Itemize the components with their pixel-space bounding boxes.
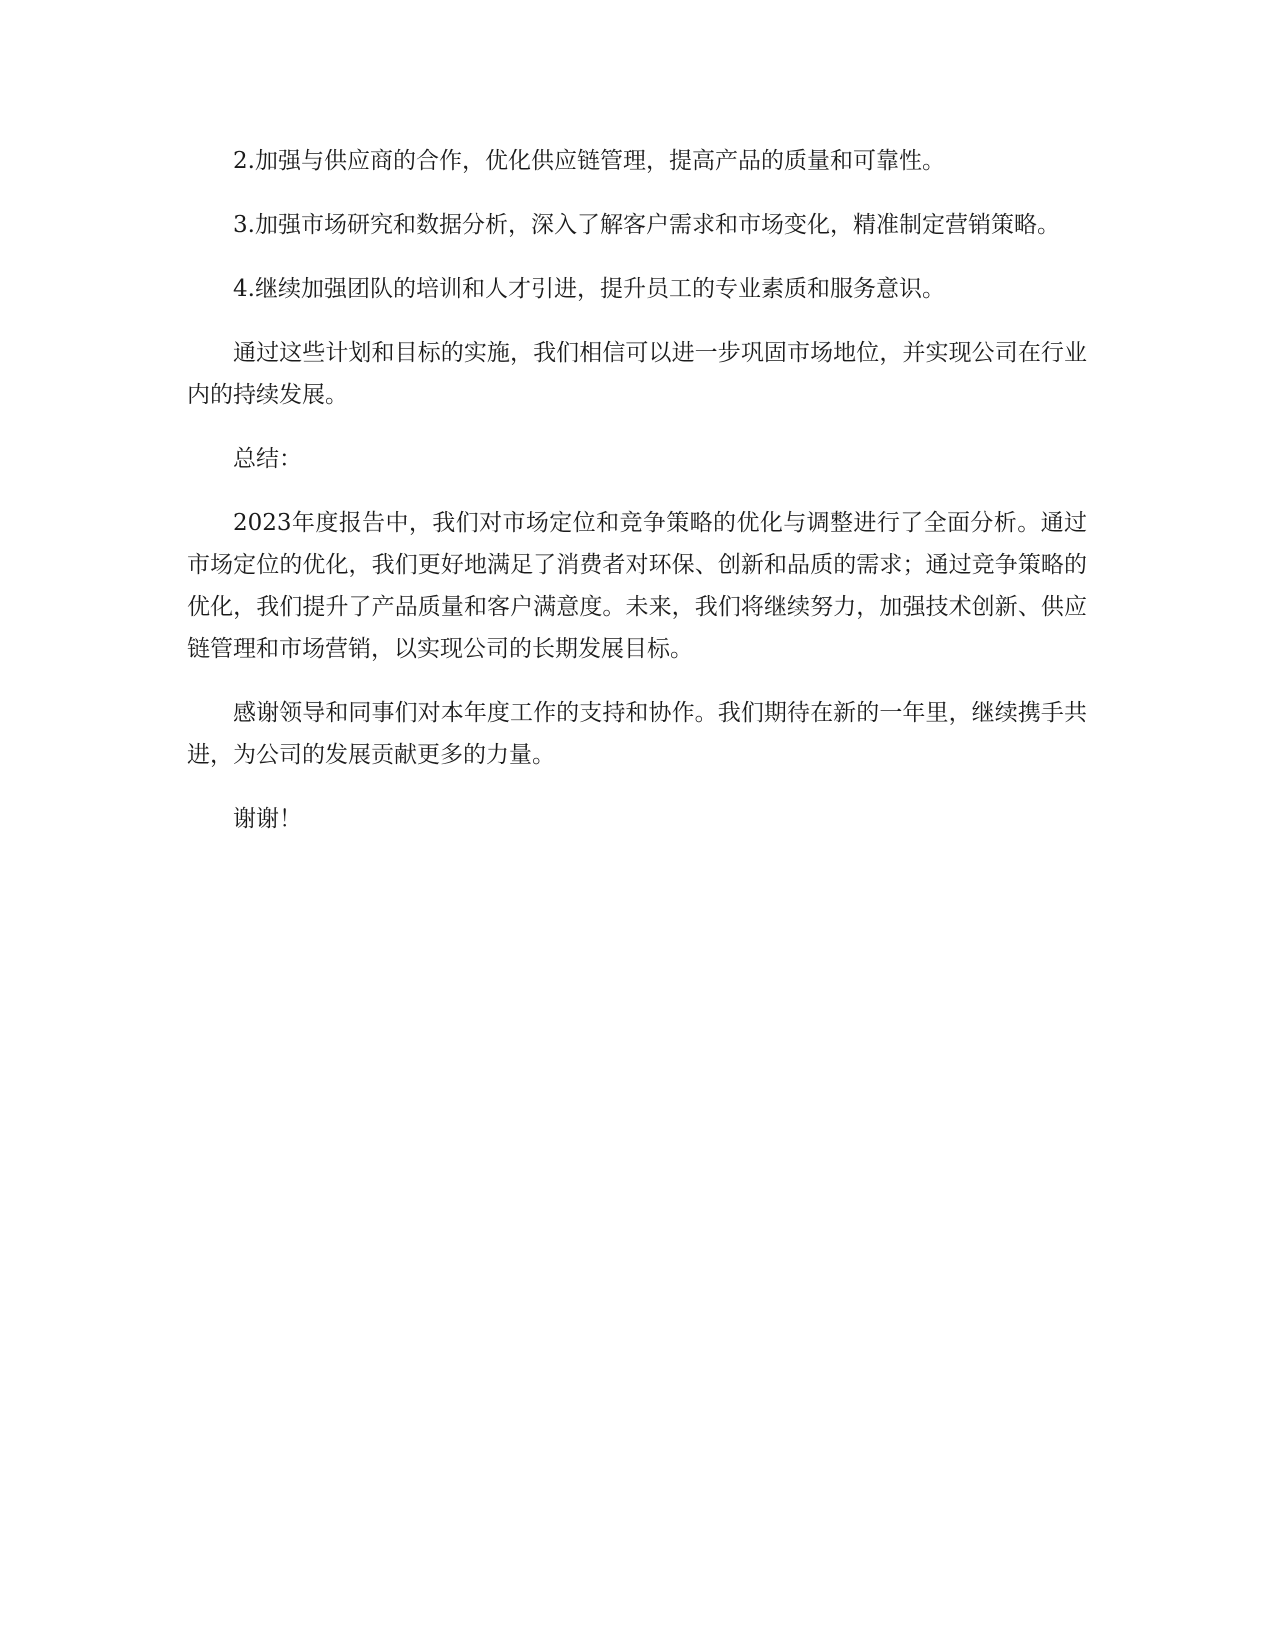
paragraph-thanks: 感谢领导和同事们对本年度工作的支持和协作。我们期待在新的一年里，继续携手共进，为公司的发展贡献更多的力量。: [187, 700, 1087, 768]
paragraph-closing: 谢谢！: [233, 806, 302, 832]
paragraph-summary: 2023年度报告中，我们对市场定位和竞争策略的优化与调整进行了全面分析。通过市场定位的优化，我们更好地满足了消费者对环保、创新和品质的需求；通过竞争策略的优化，我们提升了产品质量和客户满意度。未来，我们将继续努力，加强技术创新、供应链管理和市场营销，以实现公司的长期发展目标。: [187, 510, 1087, 662]
list-item-market-research: 3.加强市场研究和数据分析，深入了解客户需求和市场变化，精准制定营销策略。: [233, 212, 1060, 238]
section-heading-summary: 总结：: [233, 446, 302, 472]
paragraph-implementation: 通过这些计划和目标的实施，我们相信可以进一步巩固市场地位，并实现公司在行业内的持续发展。: [187, 340, 1087, 408]
document-body: [187, 140, 1087, 862]
list-item-team-training: 4.继续加强团队的培训和人才引进，提升员工的专业素质和服务意识。: [233, 276, 945, 302]
list-item-supplier: 2.加强与供应商的合作，优化供应链管理，提高产品的质量和可靠性。: [233, 148, 945, 174]
